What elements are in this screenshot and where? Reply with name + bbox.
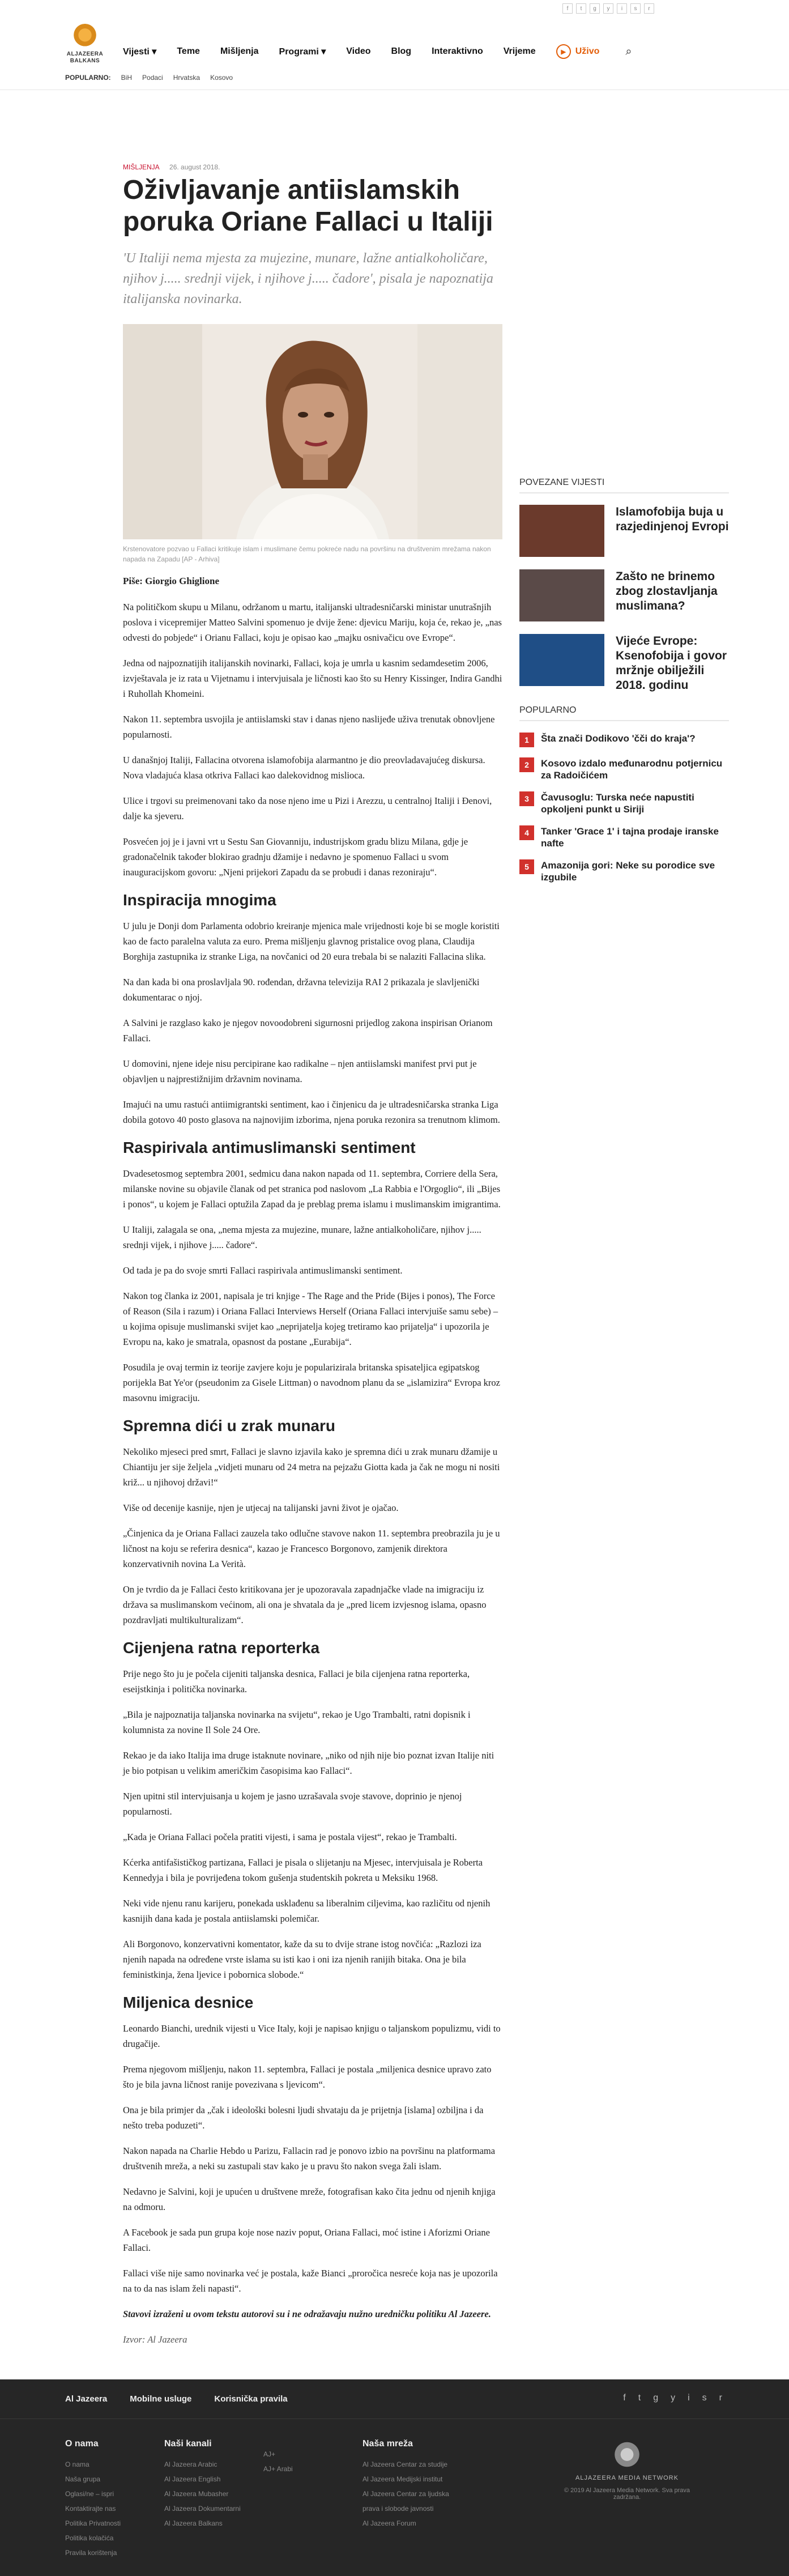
social-icon[interactable]: f [562,3,573,14]
paragraph: Fallaci više nije samo novinarka već je postala, kaže Bianci „proročica nesreće koja nas je upozorila na to da nas islam želi napasti“. [123,2268,498,2294]
aljazeera-logo-icon [72,24,97,49]
main-nav [123,44,632,59]
section-heading: Raspirivala antimuslimanski sentiment [123,1139,416,1156]
paragraph: Leonardo Bianchi, urednik vijesti u Vice Italy, koji je napisao knjigu o taljanskom populizmu, vidi to drugačije. [123,2023,501,2049]
paragraph: U julu je Donji dom Parlamenta odobrio kreiranje mjenica male vrijednosti koje bi se mogle koristiti kao de facto paralelna valuta za euro. Prema mišljenju glavnog pristalice ovog plana, Claudija Borghija zastupnika iz stranke Liga, na novčanici od 20 eura trebala bi se nalaziti Fallacina slika. [123,921,500,962]
article-source: Izvor: Al Jazeera [123,2334,187,2345]
nav-misljenja[interactable]: Mišljenja [220,46,259,56]
footer-link[interactable]: Politika Privatnosti [65,2519,121,2527]
footer-copyright: © 2019 Al Jazeera Media Network. Sva prava zadržana. [564,2487,690,2501]
paragraph: Kćerka antifašističkog partizana, Fallaci je pisala o slijetanju na Mjesec, intervjuisala je Roberta Kennedyja i bila je povrijeđena tokom gušenja studentskih pokreta u Meksiku 1968. [123,1857,483,1883]
footer-link[interactable]: AJ+ Arabi [263,2465,293,2473]
footer-link[interactable]: Al Jazeera Mubasher [164,2490,229,2498]
footer-col-network [362,2439,462,2560]
footer-logo[interactable] [562,2442,692,2501]
paragraph: A Facebook je sada pun grupa koje nose naziv poput, Oriana Fallaci, moć istine i Aforizmi Oriane Fallaci. [123,2227,490,2253]
footer-link[interactable]: Al Jazeera English [164,2475,221,2483]
footer-link-aljazeera[interactable]: Al Jazeera [65,2394,108,2404]
site-logo[interactable] [65,24,105,65]
article-body [123,599,502,2347]
site-footer [0,2379,789,2576]
paragraph: Posudila je ovaj termin iz teorije zavjere koju je popularizirala britanska spisateljica egipatskog porijekla Bat Ye'or (pseudonim za Gisele Littman) o navodnom planu da se „islamizira“ Evropa kroz masovnu imigraciju. [123,1362,500,1403]
popular-item[interactable] [519,859,729,883]
footer-social-icon[interactable]: r [719,2393,722,2403]
popular-item[interactable] [519,733,729,747]
paragraph: Prije nego što ju je počela cijeniti taljanska desnica, Fallaci je bila cijenjena ratna reporterka, eseijstkinja i politička novinarka. [123,1668,470,1694]
live-button[interactable] [556,44,600,59]
nav-blog[interactable]: Blog [391,46,412,56]
related-title[interactable]: Zašto ne brinemo zbog zlostavljanja muslimana? [616,570,718,612]
portrait-illustration [123,324,502,539]
paragraph: Više od decenije kasnije, njen je utjecaj na talijanski javni život je ojačao. [123,1502,399,1513]
popular-rank: 5 [519,859,534,874]
footer-col-about [65,2439,164,2560]
article-title: Oživljavanje antiislamskih poruka Oriane Fallaci u Italiji [123,175,493,237]
popular-title-link[interactable]: Tanker 'Grace 1' i tajna prodaje iranske nafte [541,826,719,849]
popular-title-link[interactable]: Amazonija gori: Neke su porodice sve izgubile [541,860,715,883]
popular-bar-label: POPULARNO: [65,74,111,82]
popular-title-link[interactable]: Šta znači Dodikovo 'čči do kraja'? [541,733,696,744]
footer-link[interactable]: Kontaktirajte nas [65,2505,116,2513]
footer-link[interactable]: Naša grupa [65,2475,101,2483]
footer-link[interactable]: O nama [65,2460,89,2468]
paragraph: Imajući na umu rastući antiimigrantski sentiment, kao i činjenicu da je ultradesničarska stranka Liga dobila gotovo 40 posto glasova na najnovijim izborima, njena poruka rezonira sa trenutnom klimom. [123,1099,500,1125]
paragraph: Jedna od najpoznatijih italijanskih novinarki, Fallaci, koja je umrla u kasnim sedamdesetim 2006, izvještavala je iz rata u Vijetnamu i intervjuisala je ličnosti kao što su Henry Kissinger, Indira Gandhi i Ruhollah Khomeini. [123,658,502,699]
footer-link[interactable]: Oglasi/ne – ispri [65,2490,114,2498]
footer-link[interactable]: Al Jazeera Balkans [164,2519,223,2527]
popular-link-podaci[interactable]: Podaci [142,74,163,82]
nav-vijesti[interactable]: Vijesti ▾ [123,47,157,57]
popular-rank: 1 [519,733,534,747]
paragraph: A Salvini je razglaso kako je njegov novoodobreni sigurnosni prijedlog zakona inspirisan Orianom Fallaci. [123,1017,493,1044]
logo-text: ALJAZEERA BALKANS [66,51,104,64]
popular-item[interactable] [519,791,729,815]
paragraph: Nekoliko mjeseci pred smrt, Fallaci je slavno izjavila kako je spremna dići u zrak munaru džamije u Chiantiju jer sije željela „vidjeti munaru od 24 metra na pejzažu Giotta kada ja čak ne mogu ni nositi križ... u njihovoj državi!“ [123,1446,500,1488]
nav-interaktivno[interactable]: Interaktivno [432,46,483,56]
popular-rank: 4 [519,825,534,840]
site-header [0,11,789,82]
nav-vrijeme[interactable]: Vrijeme [503,46,536,56]
paragraph: Na dan kada bi ona proslavljala 90. rođendan, državna televizija RAI 2 prikazala je slavljenički dokumentarac o njoj. [123,977,480,1003]
social-icon[interactable]: t [576,3,586,14]
popular-title-link[interactable]: Čavusoglu: Turska neće napustiti opkoljeni punkt u Siriji [541,792,694,815]
footer-link[interactable]: Politika kolačića [65,2534,114,2542]
popular-item[interactable] [519,825,729,849]
article-date: 26. august 2018. [169,163,220,171]
article-meta [123,163,502,171]
aljazeera-network-logo-icon [613,2442,641,2470]
popular-list [519,733,729,883]
footer-link[interactable]: Pravila korištenja [65,2549,117,2557]
section-heading: Spremna dići u zrak munaru [123,1417,335,1434]
popular-bar [65,74,233,82]
paragraph: Nakon 11. septembra usvojila je antiislamski stav i danas njeno naslijeđe uživa trenutak obnovljene popularnosti. [123,714,495,740]
footer-link[interactable]: Al Jazeera Centar za studije [362,2460,448,2468]
footer-top [0,2379,789,2419]
image-caption: Krstenovatore pozvao u Fallaci kritikuje islam i muslimane čemu pokreće nadu na površinu na društvenim mrežama nakon napada na Zapadu [AP - Arhiva] [123,545,491,563]
popular-item[interactable] [519,757,729,781]
popular-title: POPULARNO [519,705,729,721]
paragraph: Ali Borgonovo, konzervativni komentator, kaže da su to dvije strane istog novčića: „Razlozi iza njenih napada na određene vrste islama su isti kao i oni iza njenih ranijih bitaka. Ona je bila feministkinja, žena ljevice i pobornica slobode.“ [123,1939,481,1980]
paragraph: Nakon tog članka iz 2001, napisala je tri knjige - The Rage and the Pride (Bijes i ponos), The Force of Reason (Sila i razum) i Oriana Fallaci Interviews Herself (Oriana Fallaci intervjuiše samu sebe) – u kojima opisuje muslimanski svijet kao „neprijatelja kojeg tretiramo kao prijatelja“ i upozorila je Evropu na, kako je smatrala, opasnost da postane „Eurabija“. [123,1291,498,1347]
paragraph: Dvadesetosmog septembra 2001, sedmicu dana nakon napada od 11. septembra, Corriere della Sera, milanske novine su objavile članak od pet stranica pod naslovom „La Rabbia e l'Orgoglio“, ili „Bijes i ponos“, u kojem je Fallaci optužila Zapad da je preblag prema islamu i muslimanskim imigrantima. [123,1168,501,1210]
popular-rank: 2 [519,757,534,772]
paragraph: U današnjoj Italiji, Fallacina otvorena islamofobija alarmantno je dio preovladavajućeg diskursa. Nova vladajuća klasa otkriva Fallaci kao dalekovidnog mislioca. [123,755,485,781]
footer-social-icon[interactable]: i [688,2393,690,2403]
related-item[interactable] [519,569,729,621]
article-category[interactable]: MIŠLJENJA [123,163,160,171]
article-lede: 'U Italiji nema mjesta za mujezine, munare, lažne antialkoholičare, njihov j..... srednji vijek, i njihove j..... čadore', pisala je napoznatija italijanska novinarka. [123,251,493,306]
footer-col-title: Naša mreža [362,2439,413,2449]
footer-link[interactable]: Al Jazeera Medijski institut [362,2475,443,2483]
footer-links [65,2394,288,2404]
nav-teme[interactable]: Teme [177,46,200,56]
nav-video[interactable]: Video [346,46,371,56]
article [123,163,502,2357]
related-thumbnail[interactable] [519,505,604,557]
footer-columns [65,2439,462,2560]
section-heading: Miljenica desnice [123,1994,254,2011]
footer-col-channels [164,2439,263,2560]
footer-link[interactable]: Al Jazeera Centar za ljudska prava i slobode javnosti [362,2490,449,2513]
paragraph: Ona je bila primjer da „čak i ideološki bolesni ljudi shvataju da je prijetnja [islama] ozbiljna i da nešto treba poduzeti“. [123,2105,484,2131]
footer-social-icon[interactable]: s [702,2393,707,2403]
paragraph: Njen upitni stil intervjuisanja u kojem je jasno uzrašavala svoje stavove, doprinio je njenoj popularnosti. [123,1791,462,1817]
popular-title-link[interactable]: Kosovo izdalo međunarodnu potjernicu za Radoičićem [541,758,723,781]
section-heading: Inspiracija mnogima [123,891,276,909]
related-item[interactable] [519,634,729,693]
disclaimer: Stavovi izraženi u ovom tekstu autorovi su i ne odražavaju nužno uredničku politiku Al Jazeere. [123,2309,491,2319]
paragraph: Posvećen joj je i javni vrt u Sestu San Giovanniju, industrijskom gradu blizu Milana, gdje je gradonačelnik također blokirao gradnju džamije i nedavno je spomenuo Fallaci u svom inauguracijskom govoru: „Njeni prijekori Zapadu da se probudi i danas rezoniraju“. [123,836,468,878]
popular-link-hrvatska[interactable]: Hrvatska [173,74,201,82]
related-item[interactable] [519,505,729,557]
social-icon[interactable]: g [590,3,600,14]
article-author: Piše: Giorgio Ghiglione [123,576,219,586]
footer-social-icon[interactable]: t [638,2393,641,2403]
related-news-title: POVEZANE VIJESTI [519,478,729,493]
footer-social-icon[interactable]: y [671,2393,676,2403]
related-thumbnail[interactable] [519,634,604,686]
paragraph: Ulice i trgovi su preimenovani tako da nose njeno ime u Pizi i Arezzu, u centralnoj Italiji i Đenovi, dalje ka sjeveru. [123,795,492,821]
social-icon[interactable]: r [644,3,654,14]
section-heading: Cijenjena ratna reporterka [123,1639,320,1657]
paragraph: U domovini, njene ideje nisu percipirane kao radikalne – njen antiislamski manifest prvi put je objavljen u najprestižnijim državnim novinama. [123,1058,477,1084]
paragraph: „Bila je najpoznatija taljanska novinarka na svijetu“, rekao je Ugo Trambalti, ratni dopisnik i kolumnista za novine Il Sole 24 Ore. [123,1709,471,1735]
article-image [123,324,502,539]
paragraph: Nakon napada na Charlie Hebdo u Parizu, Fallacin rad je ponovo izbio na površinu na platformama društvenih mreža, a neki su zastupali stav kako je u pravu što nakon svega žali islam. [123,2145,496,2171]
popular-link-kosovo[interactable]: Kosovo [210,74,233,82]
paragraph: „Činjenica da je Oriana Fallaci zauzela tako odlučne stavove nakon 11. septembra preobrazila ju je u ličnost na koju se referira desnica“, kazao je Francesco Borgonovo, zamjenik direktora konzervativnih novina La Verità. [123,1528,500,1569]
popular-link-bih[interactable]: BiH [121,74,133,82]
footer-link[interactable]: Al Jazeera Dokumentarni [164,2505,241,2513]
related-news-list [519,505,729,693]
popular-rank: 3 [519,791,534,806]
top-bar [0,0,789,11]
footer-link-mobile[interactable]: Mobilne usluge [130,2394,192,2404]
paragraph: Na političkom skupu u Milanu, održanom u martu, italijanski ultradesničarski ministar unutrašnjih poslova i vicepremijer Matteo Salvini spomenuo je dvije žene: djevicu Mariju, koja će, rekao je, „nas odvesti do pobjede“ i Orianu Fallaci, koju je opisao kao „majku osnivačicu ove Evrope“. [123,602,502,643]
paragraph: U Italiji, zalagala se ona, „nema mjesta za mujezine, munare, lažne antialkoholičare, njihov j..... srednji vijek, i njihove j..... čadore“. [123,1224,481,1250]
footer-social [623,2393,722,2403]
paragraph: Neki vide njenu ranu karijeru, ponekada usklađenu sa liberalnim ciljevima, kao različitu od njenih kasnijih dana kada je postala antiislamski polemičar. [123,1898,491,1924]
footer-link[interactable]: AJ+ [263,2450,276,2458]
related-thumbnail[interactable] [519,569,604,621]
footer-col-title: O nama [65,2439,99,2449]
related-title[interactable]: Islamofobija buja u razjedinjenoj Evropi [616,505,729,533]
social-icon[interactable]: i [617,3,627,14]
search-icon[interactable]: ⌕ [625,45,632,58]
footer-social-icon[interactable]: f [623,2393,626,2403]
footer-brand: ALJAZEERA MEDIA NETWORK [575,2475,679,2481]
footer-link[interactable]: Al Jazeera Arabic [164,2460,217,2468]
paragraph: Prema njegovom mišljenju, nakon 11. septembra, Fallaci je postala „miljenica desnice upravo zato što je bila javna ličnost ranije povezivana s ljevicom“. [123,2064,492,2090]
footer-col-title: Naši kanali [164,2439,212,2449]
footer-link-rules[interactable]: Korisnička pravila [214,2394,288,2404]
related-title[interactable]: Vijeće Evrope: Ksenofobija i govor mržnje obilježili 2018. godinu [616,635,727,692]
paragraph: Nedavno je Salvini, koji je upućen u društvene mreže, fotografisan kako čita jednu od njenih knjiga na odmoru. [123,2186,496,2212]
footer-social-icon[interactable]: g [653,2393,659,2403]
paragraph: Rekao je da iako Italija ima druge istaknute novinare, „niko od njih nije bio poznat izvan Italije niti je bio potpisan u velikim američkim časopisima kao Fallaci“. [123,1750,494,1776]
footer-link[interactable]: Al Jazeera Forum [362,2519,416,2527]
paragraph: On je tvrdio da je Fallaci često kritikovana jer je upozoravala zapadnjačke vlade na imigraciju iz država sa muslimanskom većinom, ali ona je shvatala da je „pred licem izvjesnog islama, opasno pozdravljati multikulturalizam“. [123,1584,487,1625]
live-label: Uživo [575,46,600,56]
sidebar [519,478,729,893]
nav-programi[interactable]: Programi ▾ [279,47,326,57]
footer-col-aj-plus [263,2439,362,2560]
social-icon[interactable]: y [603,3,613,14]
paragraph: „Kada je Oriana Fallaci počela pratiti vijesti, i sama je postala vijest“, rekao je Trambalti. [123,1832,457,1842]
play-icon: ▶ [556,44,571,59]
paragraph: Od tada je pa do svoje smrti Fallaci raspirivala antimuslimanski sentiment. [123,1265,403,1276]
social-icon[interactable]: s [630,3,641,14]
